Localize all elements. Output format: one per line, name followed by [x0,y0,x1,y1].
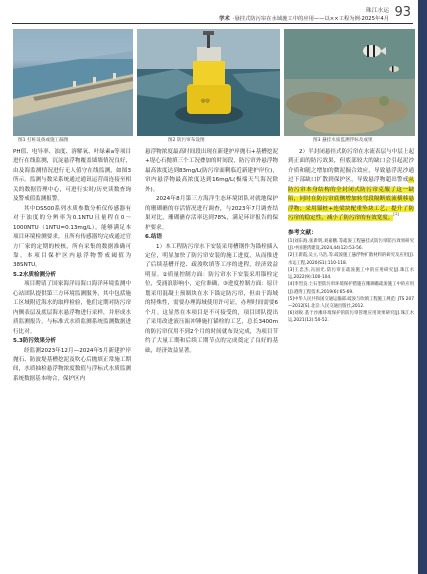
paragraph: 项目聘请了国家海洋局海口海洋环境监测中心站团队提供第三方环境监测服务，其中包括施工区域附近海水的取样检验，他们定期对防污帘内侧表层及底层海水悬浮物进行采样，并形成水质监测报告。与标准式水质监测系统监测数据进行比对。 [13,281,131,335]
section-heading: 5.3防污效果分析 [13,338,57,345]
reference-item: [4]李烈良.土石型防污帘环境保护措施在珊瑚礁疏浚施工中的应用[J].港湾工程技术,2019(6):65-69. [288,282,414,295]
reference-item: [1]刘东海,张新明,刘嘉鹏.等疏浚工程悬挂式防污帘防污效果研究[J].中国港湾建设,2024,44(12):53-56. [288,239,414,252]
paragraph: 1）本工程防污帘水下安装采用槽钢作为锚栓插入定位，明显加快了防污帘安装的施工进度，从而推进了后续基槽开挖、疏浚吹填等工序的进程，经济效益明显。②质量控制方面：防污帘水下安装采用锚栓定位，受涌浪影响小，定位准确，③进度控制方面：原计划采用混凝土预制块在水下锚定防污帘，但由于海域的特殊性，需要办理海域使用许可证，办理时间需要6个月。这显然在本项目是不可接受的，项目团队提出了采用改进液压振冲锤施打锚栓的工艺，总长3400m的防污帘仅用不到2个月的时间就布设完成，为项目节约了大量工期和后续工期节点的完成奠定了良好的基础，经济效益显著。 [145,243,278,354]
paragraph: 其中DS500系列水质参数分析仪传感器有对于浊度的分辨率为0.1NTU且量程在0～1000NTU（1NTU=0.13mg/L），能够满足本项目环境检测要求，且所有传感器均完成通过官方厂家的定期的校核，所有采集的数据准确可靠。本项目保护区内悬浮物警戒阈值为38SNTU。 [13,205,131,269]
text-column-2 [145,148,278,356]
header-divider [12,23,413,24]
section-tag: 学术 [219,16,230,22]
figure-3-caption: 图3 悬挂水质监测浮标及成果 [313,138,373,143]
figure-1-photo [13,29,133,136]
paragraph-text: 2）半封闭悬挂式防污帘在水流表层与中层上起到正面的防污效果，但底部较大的缺口会引起泥沙介质和随之增加的微泥掘合效应，导致悬浮泥沙通过下部缺口扩散到保护区，导致悬浮物超出警戒 [288,149,414,184]
coral-reef-image [284,29,415,136]
figure-1-caption: 图1 打桩设备或施工漏图 [18,138,69,143]
section-heading: 6.结语 [145,234,163,241]
reference-item: [6]刘锐.基于沙滩环境保护的防污帘管理应用效果研究[J].珠江水运,2021(12):50-52. [288,311,414,324]
svg-text:◎◎: ◎◎ [201,98,210,104]
reference-item: [3]王忠杰,冯国光.防污帘在疏浚施工中的应用研究[J].珠江水运,2022(9):100-104. [288,267,414,281]
references-heading: 参考文献： [288,229,317,236]
paragraph [288,148,414,224]
section-heading: 5.2水质检测分析 [13,271,57,278]
citation-marker: [1] [393,211,399,217]
paragraph: 悬浮物浓度最高时间段出现在新建护岸抛石+基槽挖泥+堤心石抛填三个工况叠加的时间段，防污帘外悬浮物最高浓度达到83mg/L(防污帘面剩临近新建护岸位)，帘内悬浮物最高浓度达到16mg/L(极端天气海况除外)。 [145,149,278,193]
figure-2-photo [137,29,280,136]
reference-item: [5]中华人民共和国交通运输部.疏浚与吹填工程施工规范: JTS 207—2012[S].北京:人民交通出版社,2012. [288,296,414,309]
silt-curtain-buoy-image [137,29,280,136]
paragraph: 2024年8月第三方海洋生态环境团队对就地保护的珊瑚礁的存活情况进行调查，与2023年7月调查结果对比，珊瑚礁存活率达到78%，满足环评报告的保护要求。 [145,196,278,231]
running-title [219,14,389,22]
paragraph: 经监测2023年12月—2024年5月新建护岸抛石、防波堤基槽挖泥及吹心后抛填正常施工期间，水质抽检悬浮物浓度数值与浮标式水质监测系统数据基本吻合，保护区内 [13,347,131,382]
running-title-text: ·悬挂式防污帘在水域施工中的应用——以××工程为例·2025年4月 [232,16,389,22]
figure-3-photo [284,29,415,136]
reference-item: [2]王新霞,吴立,马浩,等.疏浚施工悬浮物扩散材料的研究及应用[J].水运工程,2020(S1):110-118. [288,253,414,266]
page-number: 93 [394,5,411,20]
sidebar-strip [418,0,427,574]
paragraph: PH值、电导率、浊度、溶解氧、叶绿素a等项目进行在线监测，沉淀悬浮物覆盖墙墙情况良好，由及海监测情况进行无人值守在线监测，如图3所示。监测与数采系统通过通讯运营商连接至相关的数据管理中心，可进行实时/历史读数查询及警戒值监测报警。 [13,149,131,203]
text-column-1 [13,148,131,384]
text-column-3 [288,148,414,325]
highlighted-text: 从防污帘本身结构的全封闭式防污帘克服了这一缺陷，同时在防污帘底侧增加转弯段隔断底流横移悬浮物；采用锚桩+连梁块配重坠块工艺，提升了防污帘的稳定性，减小了防污帘的有效宽度。 [288,177,414,222]
figure-2-caption: 图2 防污帘布设图 [168,138,205,143]
journal-name: 珠江水运 [365,8,389,14]
breakwater-aerial-image [13,29,133,136]
